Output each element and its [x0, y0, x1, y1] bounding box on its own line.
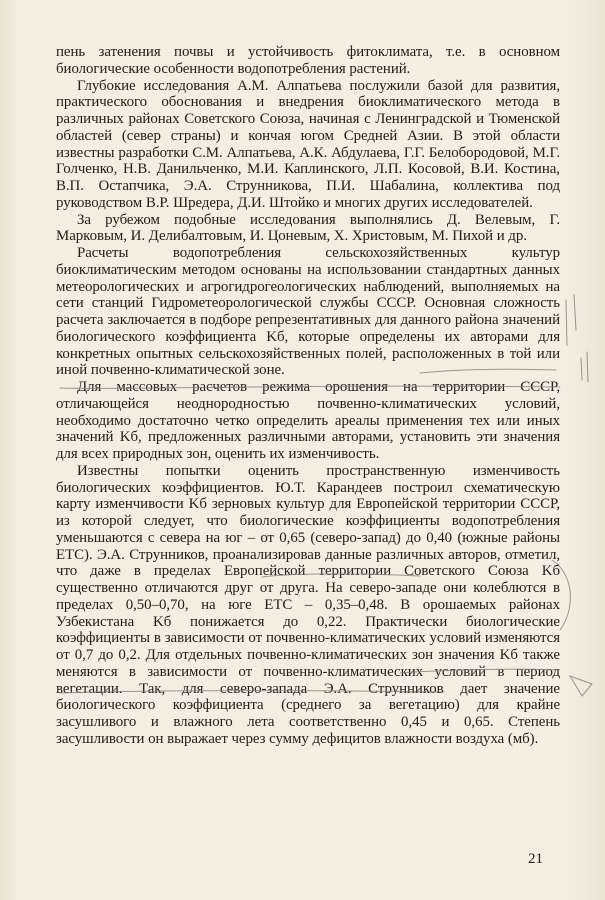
- margin-vertical-line-4: [587, 352, 588, 382]
- margin-vertical-line-1: [566, 300, 567, 345]
- margin-vertical-line-3: [581, 358, 582, 380]
- margin-triangle-mark: [570, 676, 592, 696]
- body-text: [56, 44, 560, 748]
- margin-vertical-line-2: [574, 295, 576, 330]
- paragraph-2: Глубокие исследования А.М. Алпатьева послужили базой для развития, практического обоснования и внедрения биоклиматического метода в различных районах Советского Союза, начиная с Ленинградской и Тюменской областей (север страны) и кончая югом Средней Азии. В этой области известны разработки С.М. Алпатьева, А.К. Абдулаева, Г.Г. Белобородовой, М.Г. Голченко, Н.В. Данильченко, М.И. Каплинского, Л.П. Косовой, В.И. Костина, В.П. Остапчика, Э.А. Струнникова, П.И. Шабалина, коллектива под руководством В.Р. Шредера, Д.И. Штойко и многих других исследователей.: [56, 77, 560, 211]
- paragraph-4: Расчеты водопотребления сельскохозяйственных культур биоклиматическим методом основаны на использовании стандартных данных метеорологических и агрогидрогеологических наблюдений, выполняемых на сети станций Гидрометеорологической службы СССР. Основная сложность расчета заключается в подборе репрезентативных для данного района значений биологического коэффициента Kб, которые определены их авторами для конкретных опытных сельскохозяйственных полей, расположенных в той или иной почвенно-климатической зоне.: [56, 245, 560, 379]
- paragraph-6: Известны попытки оценить пространственную изменчивость биологических коэффициентов. Ю.Т. Карандеев построил схематическую карту изменчивости Kб зерновых культур для Европейской территории СССР, из которой следует, что биологические коэффициенты водопотребления уменьшаются с севера на юг – от 0,65 (северо-запад) до 0,40 (южные районы ЕТС). Э.А. Струнников, проанализировав данные различных авторов, отметил, что даже в пределах Европейской территории Советского Союза Kб существенно отличаются друг от друга. На северо-западе они колеблются в пределах 0,50–0,70, на юге ЕТС – 0,35–0,48. В орошаемых районах Узбекистана Kб понижается до 0,22. Практически биологические коэффициенты в зависимости от почвенно-климатических условий изменяются от 0,7 до 0,2. Для отдельных почвенно-климатических зон значения Kб также меняются в зависимости от почвенно-климатических условий в период вегетации. Так, для северо-запада Э.А. Струнников дает значение биологического коэффициента (среднего за вегетацию) для крайне засушливого и влажного лета соответственно 0,45 и 0,65. Степень засушливости он выражает через сумму дефицитов влажности воздуха (мб).: [56, 462, 560, 747]
- paragraph-5: Для массовых расчетов режима орошения на территории СССР, отличающейся неоднородностью почвенно-климатических условий, необходимо достаточно четко определить ареалы применения тех или иных значений Kб, предложенных различными авторами, установить эти значения для всех природных зон, оценить их изменчивость.: [56, 379, 560, 462]
- paragraph-3: За рубежом подобные исследования выполнялись Д. Велевым, Г. Марковым, И. Делибалтовым, И. Цоневым, Х. Христовым, М. Пихой и др.: [56, 211, 560, 245]
- paragraph-1: пень затенения почвы и устойчивость фитоклимата, т.е. в основном биологические особенности водопотребления растений.: [56, 44, 560, 77]
- page-number: 21: [528, 851, 543, 867]
